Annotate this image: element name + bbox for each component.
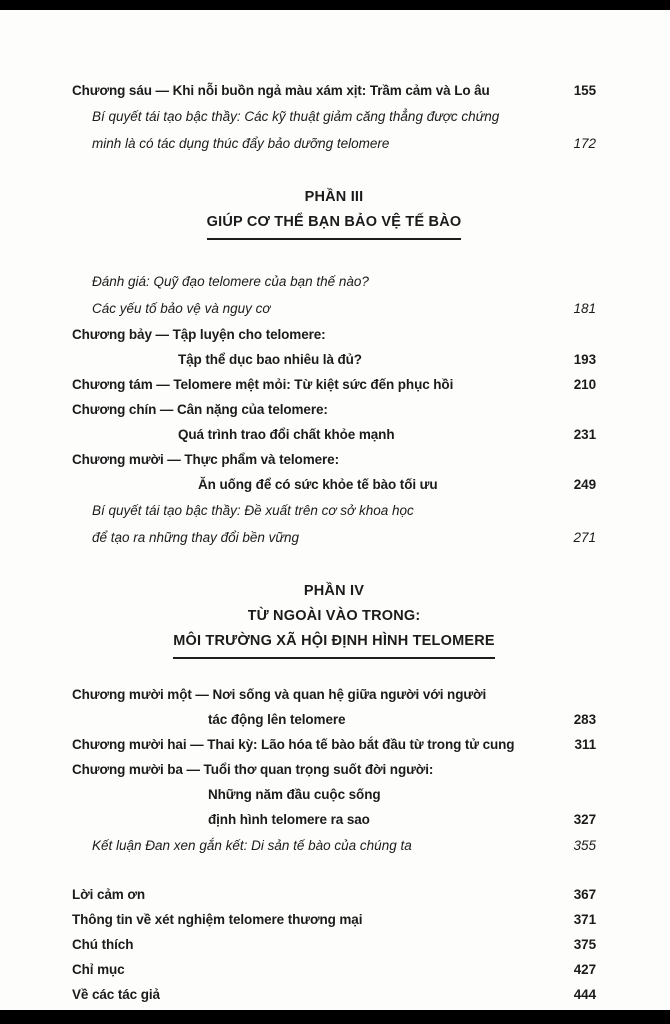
toc-entry-text: Chú thích bbox=[72, 937, 134, 952]
table-of-contents bbox=[72, 78, 596, 1007]
toc-row bbox=[72, 832, 596, 859]
toc-row bbox=[72, 524, 596, 551]
part-heading-title: PHẦN IV bbox=[303, 583, 365, 599]
toc-row bbox=[72, 130, 596, 157]
toc-entry-text: Về các tác giả bbox=[72, 987, 160, 1002]
toc-entry-text: Chương mười ba — Tuổi thơ quan trọng suốt đời người: bbox=[72, 762, 434, 777]
toc-row bbox=[72, 732, 596, 757]
page-number: 444 bbox=[573, 987, 596, 1002]
toc-entry-text: Chương mười — Thực phẩm và telomere: bbox=[72, 452, 339, 467]
part-heading-title: PHẦN III bbox=[304, 189, 364, 205]
toc-row bbox=[72, 497, 596, 524]
toc-entry-text: để tạo ra những thay đổi bền vững bbox=[92, 530, 300, 545]
toc-row bbox=[72, 447, 596, 472]
part-heading-title: MÔI TRƯỜNG XÃ HỘI ĐỊNH HÌNH TELOMERE bbox=[173, 629, 495, 659]
toc-entry-text: Thông tin về xét nghiệm telomere thương mại bbox=[72, 912, 363, 927]
toc-row bbox=[72, 397, 596, 422]
toc-entry-text: Quá trình trao đổi chất khỏe mạnh bbox=[178, 427, 395, 442]
part-heading-row bbox=[72, 210, 596, 240]
page-number: 193 bbox=[573, 352, 596, 367]
toc-entry-text: Bí quyết tái tạo bậc thầy: Các kỹ thuật giảm căng thẳng được chứng bbox=[92, 109, 500, 124]
page-number: 371 bbox=[573, 912, 596, 927]
page-number: 172 bbox=[573, 136, 596, 151]
toc-row bbox=[72, 78, 596, 103]
part-heading-title: GIÚP CƠ THỂ BẠN BẢO VỆ TẾ BÀO bbox=[207, 210, 462, 240]
toc-row bbox=[72, 982, 596, 1007]
toc-row bbox=[72, 707, 596, 732]
toc-entry-text: Chỉ mục bbox=[72, 962, 125, 977]
part-heading-row bbox=[72, 604, 596, 629]
toc-entry-text: Tập thể dục bao nhiêu là đủ? bbox=[178, 352, 362, 367]
toc-row bbox=[72, 932, 596, 957]
toc-entry-text: Lời cảm ơn bbox=[72, 887, 145, 902]
toc-entry-text: Chương tám — Telomere mệt mỏi: Từ kiệt sức đến phục hồi bbox=[72, 377, 454, 392]
toc-row bbox=[72, 957, 596, 982]
toc-row bbox=[72, 472, 596, 497]
toc-entry-text: tác động lên telomere bbox=[208, 712, 346, 727]
toc-row bbox=[72, 372, 596, 397]
toc-entry-text: Đánh giá: Quỹ đạo telomere của bạn thế nào? bbox=[92, 274, 369, 289]
page-number: 210 bbox=[573, 377, 596, 392]
toc-entry-text: Chương chín — Cân nặng của telomere: bbox=[72, 402, 328, 417]
toc-row bbox=[72, 782, 596, 807]
toc-row bbox=[72, 422, 596, 447]
toc-row bbox=[72, 322, 596, 347]
toc-row bbox=[72, 882, 596, 907]
toc-entry-text: Các yếu tố bảo vệ và nguy cơ bbox=[92, 301, 271, 316]
toc-entry-text: Những năm đầu cuộc sống bbox=[208, 787, 381, 802]
toc-entry-text: minh là có tác dụng thúc đẩy bảo dưỡng telomere bbox=[92, 136, 390, 151]
toc-entry-text: Bí quyết tái tạo bậc thầy: Đề xuất trên cơ sở khoa học bbox=[92, 503, 414, 518]
toc-entry-text: Chương sáu — Khi nỗi buồn ngả màu xám xịt: Trầm cảm và Lo âu bbox=[72, 83, 490, 98]
toc-entry-text: định hình telomere ra sao bbox=[208, 812, 370, 827]
page-number: 181 bbox=[573, 301, 596, 316]
page-number: 249 bbox=[573, 477, 596, 492]
page-number: 367 bbox=[573, 887, 596, 902]
toc-row bbox=[72, 682, 596, 707]
page-number: 231 bbox=[573, 427, 596, 442]
part-heading-row bbox=[72, 185, 596, 210]
part-heading-title: TỪ NGOÀI VÀO TRONG: bbox=[247, 608, 421, 624]
toc-row bbox=[72, 907, 596, 932]
toc-row bbox=[72, 757, 596, 782]
part-heading-row bbox=[72, 579, 596, 604]
page-number: 427 bbox=[573, 962, 596, 977]
toc-row bbox=[72, 268, 596, 295]
toc-entry-text: Chương mười một — Nơi sống và quan hệ giữa người với người bbox=[72, 687, 487, 702]
toc-entry-text: Chương mười hai — Thai kỳ: Lão hóa tế bào bắt đầu từ trong tử cung bbox=[72, 737, 515, 752]
page-number: 283 bbox=[573, 712, 596, 727]
toc-row bbox=[72, 295, 596, 322]
page-number: 311 bbox=[574, 737, 596, 752]
page-number: 327 bbox=[573, 812, 596, 827]
bottom-edge-bar bbox=[0, 1010, 670, 1024]
top-edge-bar bbox=[0, 0, 670, 10]
page-number: 355 bbox=[573, 838, 596, 853]
toc-entry-text: Chương bảy — Tập luyện cho telomere: bbox=[72, 327, 326, 342]
page-number: 375 bbox=[573, 937, 596, 952]
toc-row bbox=[72, 103, 596, 130]
toc-row bbox=[72, 347, 596, 372]
toc-entry-text: Kết luận Đan xen gắn kết: Di sản tế bào của chúng ta bbox=[92, 838, 412, 853]
page-number: 155 bbox=[573, 83, 596, 98]
page-number: 271 bbox=[573, 530, 596, 545]
toc-row bbox=[72, 807, 596, 832]
part-heading-row bbox=[72, 629, 596, 659]
toc-entry-text: Ăn uống để có sức khỏe tế bào tối ưu bbox=[198, 477, 438, 492]
